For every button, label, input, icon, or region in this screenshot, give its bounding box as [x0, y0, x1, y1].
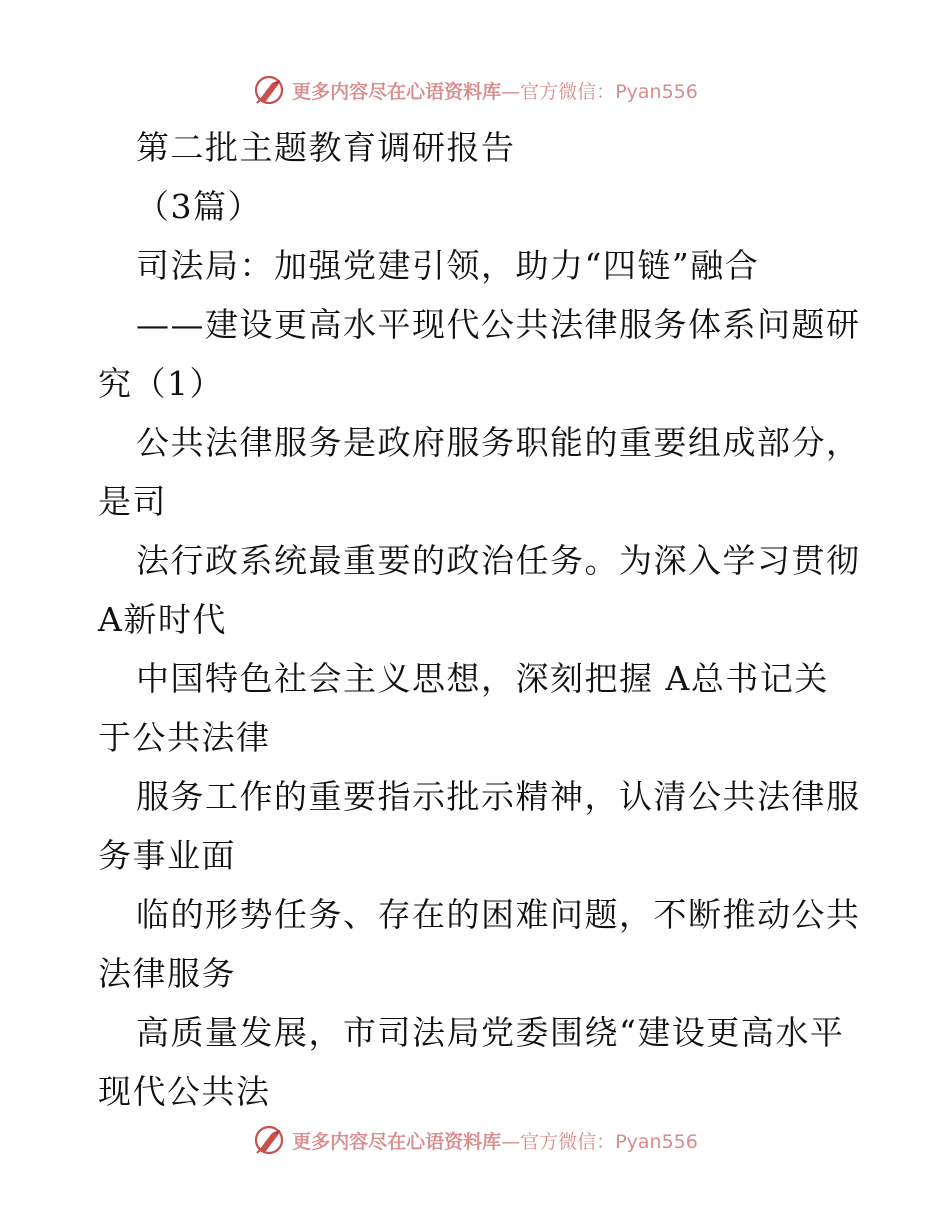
watermark-separator: —: [501, 1130, 521, 1153]
paragraph-line: 公共法律服务是政府服务职能的重要组成部分，: [136, 423, 861, 462]
paragraph-line: 高质量发展，市司法局党委围绕“建设更高水平: [136, 1013, 845, 1052]
watermark-wechat-id: Pyan556: [615, 80, 698, 103]
paragraph-line: 法律服务: [98, 954, 236, 993]
paragraph-line: 临的形势任务、存在的困难问题，不断推动公共: [136, 895, 861, 934]
watermark-text: [292, 1127, 698, 1154]
paragraph-line: 服务工作的重要指示批示精神，认清公共法律服: [136, 777, 861, 816]
watermark-wechat-label: 官方微信：: [520, 80, 616, 103]
paragraph-line: A新时代: [98, 600, 227, 639]
paragraph-line: 中国特色社会主义思想，深刻把握 A总书记关: [136, 659, 829, 698]
section-subheading: ——建设更高水平现代公共法律服务体系问题研: [136, 305, 861, 344]
footer-watermark-banner: [0, 1120, 950, 1160]
section-heading: 司法局：加强党建引领，助力“四链”融合: [136, 246, 760, 285]
pen-nib-logo-icon: [252, 1123, 286, 1157]
watermark-wechat-label: 官方微信：: [520, 1130, 616, 1153]
paragraph-line: 法行政系统最重要的政治任务。为深入学习贯彻: [136, 541, 861, 580]
document-subtitle: （3篇）: [136, 187, 262, 226]
paragraph-line: 于公共法律: [98, 718, 271, 757]
section-subheading-continued: 究（1）: [98, 364, 224, 403]
watermark-wechat-id: Pyan556: [615, 1130, 698, 1153]
watermark-separator: —: [501, 80, 521, 103]
paragraph-line: 是司: [98, 482, 167, 521]
paragraph-line: 现代公共法: [98, 1072, 271, 1111]
paragraph-line: 务事业面: [98, 836, 236, 875]
watermark-slogan: 更多内容尽在心语资料库: [292, 80, 502, 103]
watermark-slogan: 更多内容尽在心语资料库: [292, 1130, 502, 1153]
document-title: 第二批主题教育调研报告: [136, 128, 516, 167]
